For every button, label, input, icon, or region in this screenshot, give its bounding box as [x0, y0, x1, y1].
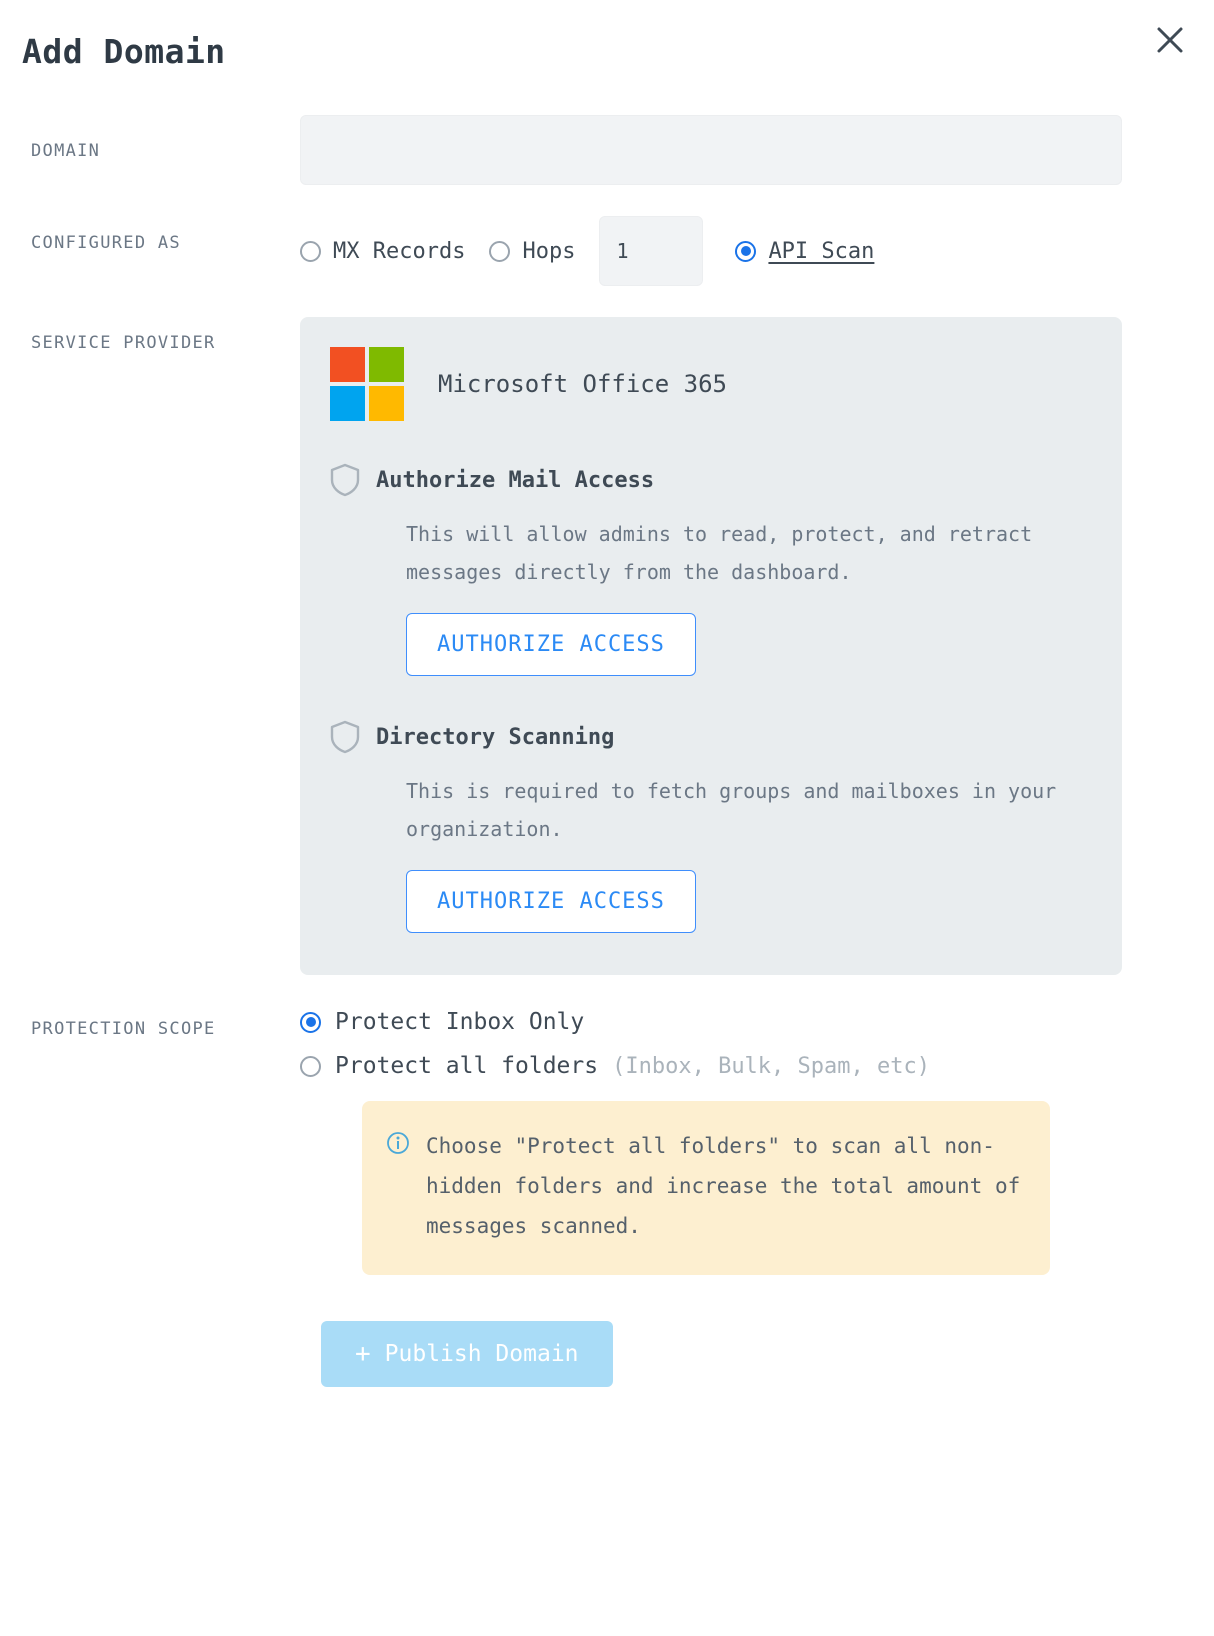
service-provider-row	[0, 317, 1214, 975]
plus-icon: +	[355, 1338, 371, 1369]
configured-as-row	[0, 211, 1214, 291]
configured-as-label: CONFIGURED AS	[31, 233, 181, 253]
hops-input[interactable]	[599, 216, 703, 286]
radio-protect-all-folders[interactable]	[300, 1056, 321, 1077]
service-provider-field-wrap	[300, 317, 1214, 975]
publish-domain-button[interactable]	[321, 1321, 613, 1387]
scope-option-inbox-only[interactable]	[300, 1009, 1122, 1035]
add-domain-form	[0, 115, 1214, 1387]
radio-protect-inbox-only[interactable]	[300, 1012, 321, 1033]
directory-scanning-description: This is required to fetch groups and mailboxes in your organization.	[406, 779, 1057, 841]
domain-label: DOMAIN	[31, 141, 101, 161]
scope-note-all-folders: (Inbox, Bulk, Spam, etc)	[612, 1053, 930, 1079]
radio-hops[interactable]	[489, 241, 510, 262]
publish-row	[0, 1321, 1214, 1387]
radio-option-mx-records[interactable]	[300, 239, 465, 264]
radio-option-api-scan[interactable]	[735, 239, 874, 264]
shield-icon	[330, 720, 360, 754]
scope-label-all-folders: Protect all folders	[335, 1053, 599, 1079]
authorize-mail-access-description: This will allow admins to read, protect, and retract messages directly from the dashboard.	[406, 522, 1033, 584]
protection-scope-row	[0, 1009, 1214, 1275]
directory-scanning-header	[330, 720, 1092, 754]
service-provider-label: SERVICE PROVIDER	[31, 333, 216, 353]
close-button[interactable]	[1148, 18, 1192, 62]
radio-option-hops[interactable]	[489, 239, 575, 264]
radio-label-mx-records: MX Records	[333, 238, 466, 264]
microsoft-logo-icon	[330, 347, 404, 421]
radio-mx-records[interactable]	[300, 241, 321, 262]
protection-scope-label: PROTECTION SCOPE	[31, 1019, 216, 1039]
radio-api-scan[interactable]	[735, 241, 756, 262]
domain-input[interactable]	[300, 115, 1122, 185]
page-title: Add Domain	[22, 32, 226, 71]
close-icon	[1155, 25, 1185, 55]
provider-name: Microsoft Office 365	[438, 370, 727, 398]
shield-icon	[330, 463, 360, 497]
directory-scanning-block	[330, 720, 1092, 933]
scope-label-inbox-only: Protect Inbox Only	[335, 1009, 585, 1035]
radio-label-hops: Hops	[522, 238, 576, 264]
protection-scope-info-text: Choose "Protect all folders" to scan all non-hidden folders and increase the total amount of messages scanned.	[426, 1134, 1021, 1238]
provider-header	[330, 347, 1092, 421]
radio-label-api-scan: API Scan	[768, 238, 875, 264]
domain-field-wrap	[300, 115, 1214, 185]
configured-as-field-wrap	[300, 211, 1214, 291]
directory-scanning-button[interactable]: AUTHORIZE ACCESS	[406, 870, 696, 933]
info-icon	[386, 1131, 410, 1155]
protection-scope-field-wrap	[300, 1009, 1214, 1275]
authorize-mail-access-header	[330, 463, 1092, 497]
directory-scanning-title: Directory Scanning	[376, 724, 615, 750]
service-provider-panel	[300, 317, 1122, 975]
authorize-mail-access-block	[330, 463, 1092, 676]
protection-scope-info-box	[362, 1101, 1050, 1275]
authorize-mail-access-button[interactable]: AUTHORIZE ACCESS	[406, 613, 696, 676]
authorize-mail-access-title: Authorize Mail Access	[376, 467, 655, 493]
publish-domain-label: Publish Domain	[384, 1340, 579, 1367]
domain-row	[0, 115, 1214, 185]
scope-option-all-folders[interactable]	[300, 1053, 1122, 1079]
